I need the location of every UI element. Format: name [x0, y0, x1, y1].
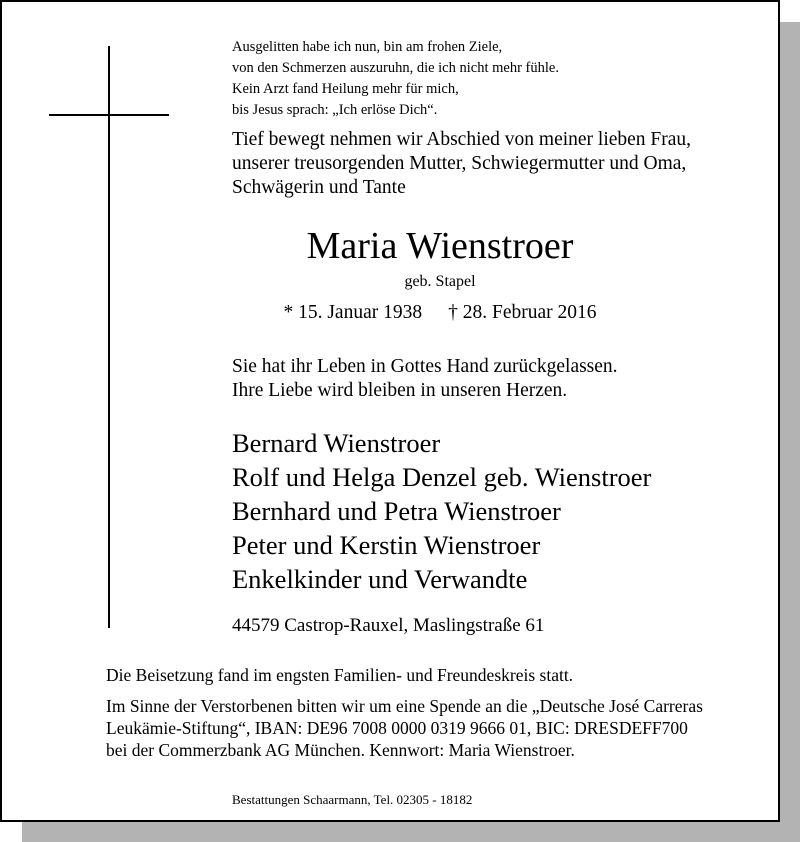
poem-line: Kein Arzt fand Heilung mehr für mich, [232, 81, 459, 97]
mourner-entry: Peter und Kerstin Wienstroer [232, 530, 541, 560]
burial-note: Die Beisetzung fand im engsten Familien- und Freundeskreis statt. [106, 665, 574, 685]
life-dates [232, 300, 648, 326]
mourner-entry: Rolf und Helga Denzel geb. Wienstroer [232, 462, 652, 492]
poem [232, 37, 559, 121]
family-address: 44579 Castrop-Rauxel, Maslingstraße 61 [232, 615, 545, 636]
donation-line: Im Sinne der Verstorbenen bitten wir um eine Spende an die „Deutsche José Carreras [106, 696, 703, 716]
cross-vertical-bar [108, 46, 110, 628]
donation-note [106, 695, 703, 761]
mourner-entry: Bernhard und Petra Wienstroer [232, 496, 561, 526]
cross-horizontal-bar [49, 114, 169, 116]
poem-line: Ausgelitten habe ich nun, bin am frohen Ziele, [232, 39, 503, 55]
donation-line: bei der Commerzbank AG München. Kennwort: Maria Wienstroer. [106, 740, 575, 760]
farewell-text [232, 355, 618, 403]
poem-line: von den Schmerzen auszuruhn, die ich nicht mehr fühle. [232, 60, 559, 76]
birth-date: * 15. Januar 1938 [283, 302, 423, 323]
farewell-line: Ihre Liebe wird bleiben in unseren Herzen. [232, 380, 568, 401]
intro-line: unserer treusorgenden Mutter, Schwiegermutter und Oma, [232, 153, 687, 174]
intro-line: Tief bewegt nehmen wir Abschied von meiner lieben Frau, [232, 129, 692, 150]
mourner-entry: Bernard Wienstroer [232, 428, 441, 458]
mourners-list [232, 426, 651, 596]
death-date: † 28. Februar 2016 [448, 302, 597, 323]
mourner-entry: Enkelkinder und Verwandte [232, 564, 528, 594]
deceased-name: Maria Wienstroer [306, 225, 574, 267]
farewell-line: Sie hat ihr Leben in Gottes Hand zurückgelassen. [232, 356, 618, 377]
donation-line: Leukämie-Stiftung“, IBAN: DE96 7008 0000 0319 9666 01, BIC: DRESDEFF700 [106, 718, 688, 738]
intro-text [232, 128, 691, 200]
intro-line: Schwägerin und Tante [232, 177, 406, 198]
maiden-name: geb. Stapel [404, 273, 476, 290]
poem-line: bis Jesus sprach: „Ich erlöse Dich“. [232, 102, 438, 118]
undertaker-info: Bestattungen Schaarmann, Tel. 02305 - 18182 [232, 792, 473, 807]
